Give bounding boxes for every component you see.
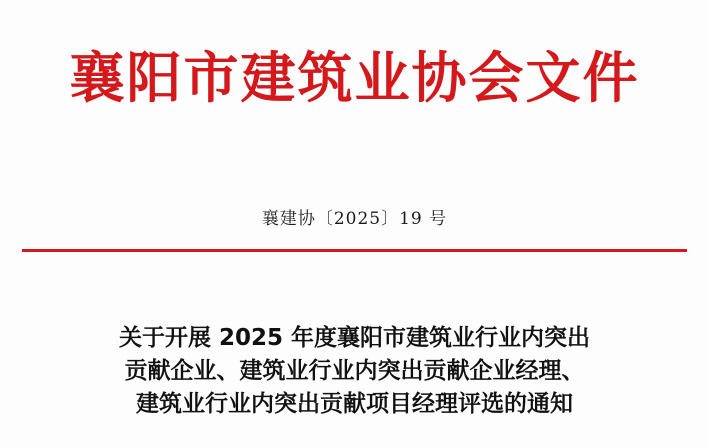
document-number: 襄建协〔2025〕19 号 [261,209,448,229]
document-title [52,322,657,421]
red-divider-line [22,249,687,252]
masthead [0,44,709,112]
document-title-line-1: 关于开展 2025 年度襄阳市建筑业行业内突出 [118,325,591,351]
document-title-line-3: 建筑业行业内突出贡献项目经理评选的通知 [136,391,573,417]
organization-title: 襄阳市建筑业协会文件 [69,45,640,110]
document-title-line-2: 贡献企业、建筑业行业内突出贡献企业经理、 [124,358,585,384]
